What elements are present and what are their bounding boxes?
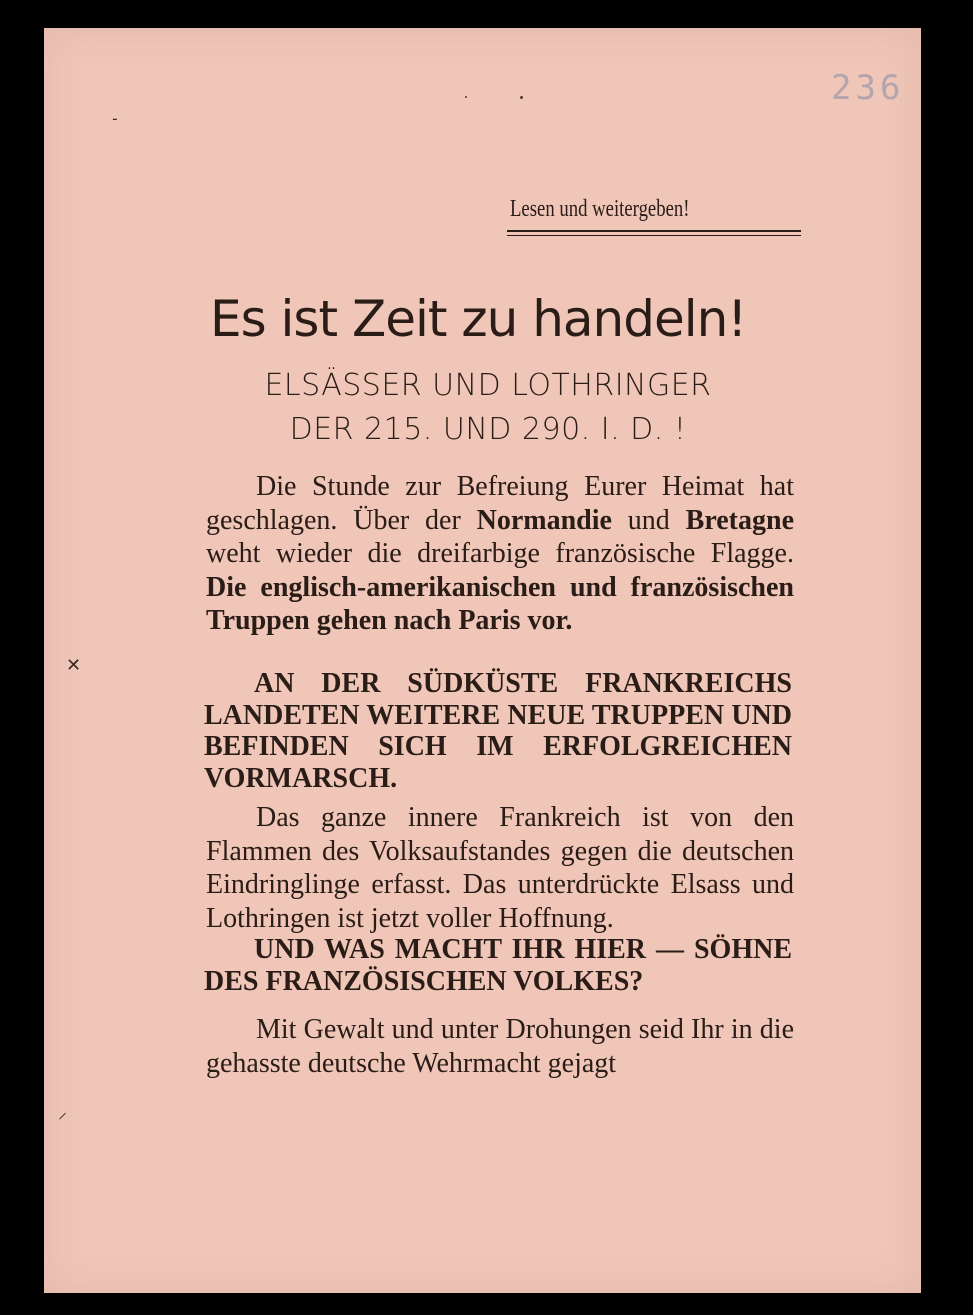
paragraph-2 [204, 668, 792, 794]
paper-speck [520, 96, 523, 99]
paper-mark: ✕ [66, 655, 82, 676]
paragraph-5 [206, 1013, 794, 1080]
motto-line: Lesen und weitergeben! [510, 196, 690, 222]
paragraph-1-part-2: und [611, 504, 686, 536]
paragraph-4-text: UND WAS MACHT IHR HIER — SÖHNE DES FRANZÖSISCHEN VOLKES? [204, 934, 792, 997]
subheading-line-1: ELSÄSSER UND LOTHRINGER [264, 368, 712, 403]
motto-underline [507, 230, 801, 232]
paper-mark: ⸝ [58, 1102, 67, 1123]
paragraph-3 [206, 801, 794, 935]
headline: Es ist Zeit zu handeln! [210, 290, 747, 348]
archive-stamp-number: 236 [831, 68, 905, 108]
paragraph-1-part-3: weht wieder die dreifarbige französische Flagge. [206, 538, 794, 570]
paragraph-1-part-1: Die Stunde zur Befreiung Eurer Heimat hat geschlagen. Über der [206, 471, 794, 536]
paragraph-1-bold-2: Bretagne [685, 504, 794, 536]
paragraph-2-text: AN DER SÜDKÜSTE FRANKREICHS LANDETEN WEITERE NEUE TRUPPEN UND BEFINDEN SICH IM ERFOLGREICHEN VORMARSCH. [204, 668, 792, 794]
leaflet-page [44, 28, 921, 1293]
paragraph-1 [206, 470, 794, 638]
paragraph-1-bold-3: Die englisch-amerikanischen und französischen Truppen gehen nach Paris vor. [206, 571, 794, 637]
paper-mark: ˗ [112, 108, 118, 129]
motto-underline-thin [507, 235, 801, 236]
paragraph-5-text: Mit Gewalt und unter Drohungen seid Ihr in die gehasste deutsche Wehrmacht gejagt [206, 1014, 794, 1079]
paragraph-4 [204, 934, 792, 997]
subheading-line-2: DER 215. UND 290. I. D. ! [289, 412, 687, 447]
paragraph-1-bold-1: Normandie [476, 504, 612, 536]
paragraph-3-text: Das ganze innere Frankreich ist von den Flammen des Volksaufstandes gegen die deutschen Eindringlinge erfasst. Das unterdrückte Elsass und Lothringen ist jetzt voller Hoffnung. [206, 802, 794, 934]
paper-speck [465, 96, 467, 98]
